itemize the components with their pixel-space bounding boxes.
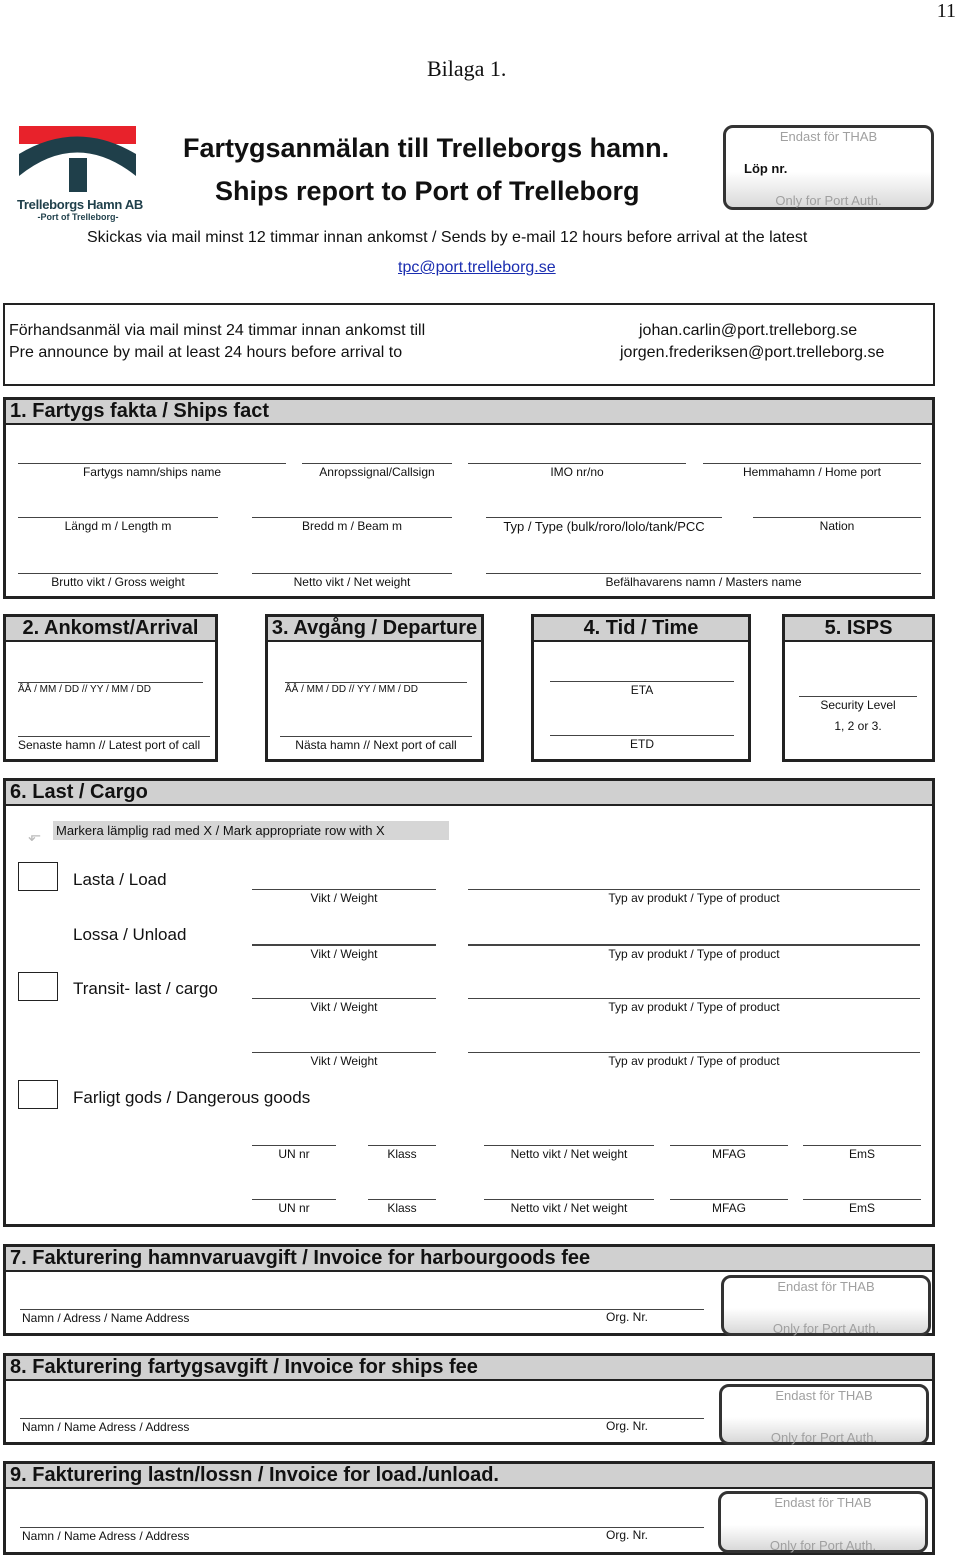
section-6-title: 6. Last / Cargo — [6, 781, 932, 806]
class-field[interactable]: Klass — [368, 1145, 436, 1161]
mfag-field[interactable]: MFAG — [670, 1145, 788, 1161]
stamp-top-text: Endast för THAB — [777, 1279, 875, 1294]
logo-name: Trelleborgs Hamn AB — [17, 197, 144, 212]
stamp-top-text: Endast för THAB — [779, 129, 878, 144]
preannounce-sv: Förhandsanmäl via mail minst 24 timmar innan ankomst till — [9, 322, 426, 339]
running-number-stamp — [723, 125, 934, 210]
load-unload-org-line[interactable] — [606, 1527, 704, 1528]
un-number-field-2[interactable]: UN nr — [252, 1199, 336, 1215]
dangerous-goods-checkbox[interactable] — [18, 1080, 58, 1109]
load-checkbox[interactable] — [18, 862, 58, 891]
harbourgoods-org-label: Org. Nr. — [606, 1310, 649, 1324]
ships-fee-name-field[interactable]: Namn / Name Adress / Address — [20, 1418, 606, 1434]
ems-field[interactable]: EmS — [803, 1145, 921, 1161]
load-unload-org-label: Org. Nr. — [606, 1528, 649, 1542]
section-8-title: 8. Fakturering fartygsavgift / Invoice for ships fee — [6, 1356, 932, 1381]
etd-field[interactable]: ETD — [550, 735, 734, 751]
section-isps — [782, 614, 935, 762]
appendix-label: Bilaga 1. — [427, 56, 507, 81]
form-title-en: Ships report to Port of Trelleborg — [215, 176, 640, 206]
transit-label: Transit- last / cargo — [73, 979, 218, 998]
send-instruction: Skickas via mail minst 12 timmar innan ankomst / Sends by e-mail 12 hours before arrival at the latest — [87, 229, 808, 246]
stamp-bottom-text: Only for Port Auth. — [772, 1321, 880, 1336]
section-1-title: 1. Fartygs fakta / Ships fact — [6, 400, 932, 425]
section-invoice-harbourgoods — [3, 1244, 935, 1336]
section-invoice-load-unload — [3, 1461, 935, 1555]
running-number-label: Löp nr. — [744, 161, 788, 176]
dg-net-weight-field[interactable]: Netto vikt / Net weight — [484, 1145, 654, 1161]
section-2-title: 2. Ankomst/Arrival — [6, 617, 215, 642]
eta-field[interactable]: ETA — [550, 681, 734, 697]
home-port-field[interactable]: Hemmahamn / Home port — [703, 463, 921, 479]
ships-fee-stamp — [719, 1384, 929, 1445]
load-unload-stamp — [718, 1491, 928, 1553]
harbourgoods-org-line[interactable] — [606, 1309, 704, 1310]
arrow-down-icon: ⬐ — [28, 828, 42, 845]
arrival-date-field[interactable]: ÅÅ / MM / DD // YY / MM / DD — [18, 682, 203, 695]
logo-subname: -Port of Trelleborg- — [37, 212, 119, 222]
form-title-sv: Fartygsanmälan till Trelleborgs hamn. — [183, 133, 670, 163]
net-weight-field[interactable]: Netto vikt / Net weight — [252, 573, 452, 589]
section-9-title: 9. Fakturering lastn/lossn / Invoice for load./unload. — [6, 1464, 932, 1489]
un-number-field[interactable]: UN nr — [252, 1145, 336, 1161]
extra-product-field[interactable]: Typ av produkt / Type of product — [468, 1052, 920, 1068]
next-port-field[interactable]: Nästa hamn // Next port of call — [280, 736, 472, 752]
section-4-title: 4. Tid / Time — [534, 617, 748, 642]
load-weight-field[interactable]: Vikt / Weight — [252, 889, 436, 905]
master-name-field[interactable]: Befälhavarens namn / Masters name — [486, 573, 921, 589]
dg-net-weight-field-2[interactable]: Netto vikt / Net weight — [484, 1199, 654, 1215]
load-unload-name-field[interactable]: Namn / Name Adress / Address — [20, 1527, 606, 1543]
preannounce-en: Pre announce by mail at least 24 hours before arrival to — [9, 344, 403, 361]
stamp-bottom-text: Only for Port Auth. — [775, 193, 882, 208]
page-number: 11 — [936, 0, 956, 22]
section-3-title: 3. Avgång / Departure — [268, 617, 481, 642]
section-ships-fact — [3, 397, 935, 599]
beam-field[interactable]: Bredd m / Beam m — [252, 517, 452, 533]
callsign-field[interactable]: Anropssignal/Callsign — [302, 463, 452, 479]
ships-fee-org-line[interactable] — [606, 1418, 704, 1419]
section-arrival — [3, 614, 218, 762]
unload-label: Lossa / Unload — [73, 925, 187, 944]
transit-weight-field[interactable]: Vikt / Weight — [252, 998, 436, 1014]
ems-field-2[interactable]: EmS — [803, 1199, 921, 1215]
contact-email-1[interactable]: johan.carlin@port.trelleborg.se — [639, 322, 858, 339]
extra-weight-field[interactable]: Vikt / Weight — [252, 1052, 436, 1068]
section-5-title: 5. ISPS — [785, 617, 932, 642]
harbourgoods-stamp — [721, 1275, 931, 1336]
load-label: Lasta / Load — [73, 870, 167, 889]
security-level-options: 1, 2 or 3. — [834, 719, 882, 733]
section-7-title: 7. Fakturering hamnvaruavgift / Invoice for harbourgoods fee — [6, 1247, 932, 1272]
nation-field[interactable]: Nation — [753, 517, 921, 533]
section-cargo — [3, 778, 935, 1227]
imo-field[interactable]: IMO nr/no — [468, 463, 686, 479]
section-time — [531, 614, 751, 762]
gross-weight-field[interactable]: Brutto vikt / Gross weight — [18, 573, 218, 589]
unload-product-field[interactable]: Typ av produkt / Type of product — [468, 944, 920, 961]
contact-email-2[interactable]: jorgen.frederiksen@port.trelleborg.se — [620, 344, 885, 361]
length-field[interactable]: Längd m / Length m — [18, 517, 218, 533]
ship-type-field[interactable]: Typ / Type (bulk/roro/lolo/tank/PCC — [486, 517, 722, 534]
stamp-bottom-text: Only for Port Auth. — [769, 1538, 877, 1553]
transit-checkbox[interactable] — [18, 972, 58, 1001]
dangerous-goods-label: Farligt gods / Dangerous goods — [73, 1088, 311, 1107]
preannounce-box — [3, 303, 935, 386]
ship-name-field[interactable]: Fartygs namn/ships name — [18, 463, 286, 479]
harbourgoods-name-field[interactable]: Namn / Adress / Name Address — [20, 1309, 606, 1325]
departure-date-field[interactable]: ÅÅ / MM / DD // YY / MM / DD — [285, 682, 467, 695]
section-departure — [265, 614, 484, 762]
port-logo — [17, 124, 144, 222]
section-invoice-ships-fee — [3, 1353, 935, 1445]
stamp-top-text: Endast för THAB — [775, 1388, 873, 1403]
transit-product-field[interactable]: Typ av produkt / Type of product — [468, 998, 920, 1014]
load-product-field[interactable]: Typ av produkt / Type of product — [468, 889, 920, 905]
tpc-email-link[interactable]: tpc@port.trelleborg.se — [398, 259, 556, 276]
security-level-field[interactable]: Security Level — [799, 696, 917, 712]
latest-port-field[interactable]: Senaste hamn // Latest port of call — [18, 736, 210, 752]
class-field-2[interactable]: Klass — [368, 1199, 436, 1215]
mark-row-hint: Markera lämplig rad med X / Mark appropriate row with X — [53, 821, 449, 840]
unload-weight-field[interactable]: Vikt / Weight — [252, 944, 436, 961]
ships-fee-org-label: Org. Nr. — [606, 1419, 649, 1433]
mfag-field-2[interactable]: MFAG — [670, 1199, 788, 1215]
stamp-bottom-text: Only for Port Auth. — [770, 1430, 878, 1445]
stamp-top-text: Endast för THAB — [774, 1495, 872, 1510]
